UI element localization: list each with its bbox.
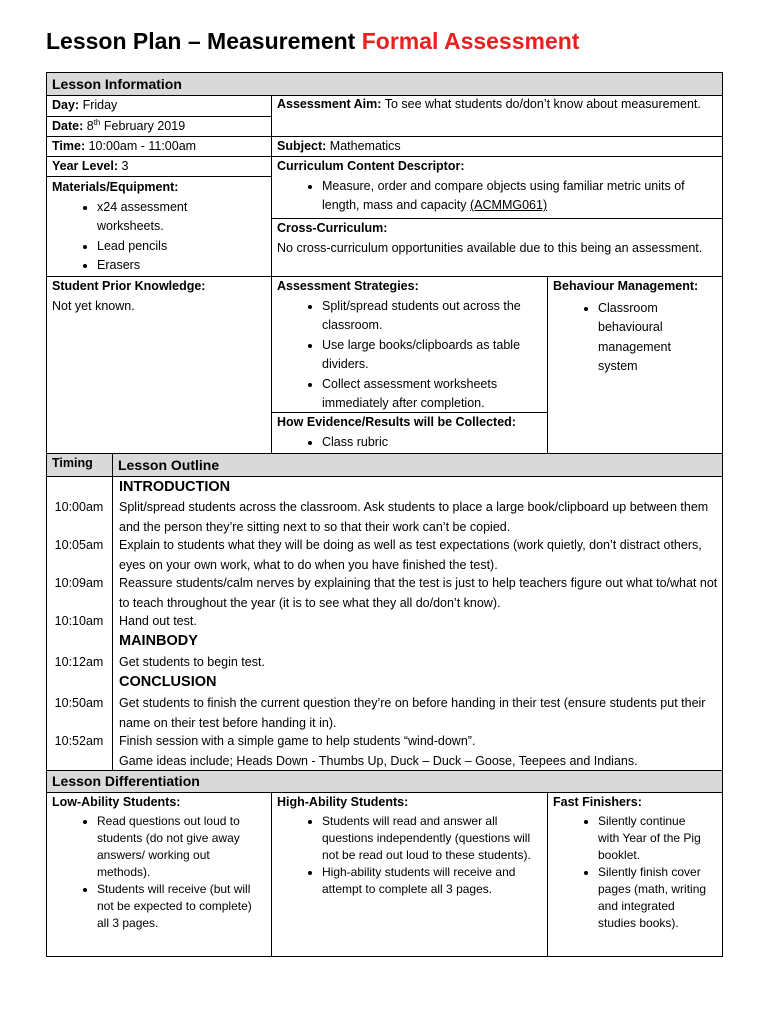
outline-row: Split/spread students across the classroom. Ask students to place a large book/clipboard up between them and the person they’re sitting next to so that their work can’t be copied. [119, 500, 709, 534]
high-ability-list: • Students will read and answer all questions independently (questions will not be read out loud to these students). • High-ability students will receive and attempt to complete all 3 pages. [277, 813, 542, 898]
assessment-strategies-cell: Assessment Strategies: • Split/spread students out across the classroom. • Use large books/clipboards as table dividers. • Collect assessment worksheets immediately after completion. [272, 277, 547, 412]
fast-finishers-list: • Silently continue with Year of the Pig booklet. • Silently finish cover pages (math, writing and integrated studies books). [553, 813, 708, 932]
curriculum-list: • Measure, order and compare objects using familiar metric units of length, mass and capacity (ACMMG061) [277, 177, 717, 216]
outline-row: Get students to finish the current question they’re on before handing in their test (ensure students put their name on their test before handing it in). [119, 696, 706, 730]
low-ability-cell: Low-Ability Students: • Read questions out loud to students (do not give away answers/ working out methods). • Students will receive (but will not be expected to complete) all 3 pages. [47, 793, 271, 956]
time-cell: Time: 10:00am - 11:00am [52, 139, 197, 153]
curriculum-cell: Curriculum Content Descriptor: • Measure, order and compare objects using familiar metric units of length, mass and capacity (ACMMG061) [272, 157, 722, 218]
outline-row: Explain to students what they will be doing as well as test expectations (work quietly, don’t distract others, eyes on your own work, what to do when you have finished the test). [119, 538, 702, 572]
year-level-cell: Year Level: 3 [52, 159, 129, 173]
materials-cell: Materials/Equipment: • x24 assessment worksheets. • Lead pencils • Erasers [47, 178, 271, 276]
mainbody-heading: MAINBODY [119, 633, 198, 649]
outline-time: 10:50am [54, 696, 104, 710]
prior-knowledge-cell: Student Prior Knowledge: Not yet known. [52, 279, 206, 313]
page-title: Lesson Plan – Measurement Formal Assessment [46, 28, 580, 54]
high-ability-cell: High-Ability Students: • Students will read and answer all questions independently (questions will not be read out loud to these students). • High-ability students will receive and attempt to complete all 3 pages. [272, 793, 547, 956]
cross-curriculum-cell: Cross-Curriculum: No cross-curriculum opportunities available due to this being an assessment. [277, 221, 703, 255]
outline-row: Reassure students/calm nerves by explaining that the test is just to help teachers figure out what to/what not to teach throughout the year (it is to see what they all do/don’t know). [119, 576, 718, 610]
outline-row: Finish session with a simple game to help students “wind-down”. Game ideas include; Heads Down - Thumbs Up, Duck – Duck – Goose, Teepees and Indians. [119, 734, 638, 768]
low-ability-list: • Read questions out loud to students (do not give away answers/ working out methods). • Students will receive (but will not be expected to complete) all 3 pages. [52, 813, 266, 932]
introduction-heading: INTRODUCTION [119, 479, 231, 495]
materials-list: • x24 assessment worksheets. • Lead pencils • Erasers [52, 198, 247, 276]
outline-time: 10:05am [54, 538, 104, 552]
subject-cell: Subject: Mathematics [277, 139, 401, 153]
evidence-list: • Class rubric [277, 433, 542, 453]
timing-heading: Timing [52, 456, 93, 470]
outline-time: 10:52am [54, 734, 104, 748]
outline-time: 10:00am [54, 500, 104, 514]
assessment-aim-cell: Assessment Aim: To see what students do/don’t know about measurement. [277, 97, 701, 111]
behaviour-list: • Classroom behavioural management system [553, 299, 688, 377]
lesson-info-heading: Lesson Information [52, 76, 182, 92]
outline-row: Hand out test. [119, 614, 197, 628]
conclusion-heading: CONCLUSION [119, 674, 217, 690]
date-cell: Date: 8th February 2019 [52, 117, 186, 133]
fast-finishers-cell: Fast Finishers: • Silently continue with Year of the Pig booklet. • Silently finish cover pages (math, writing and integrated studies books). [548, 793, 722, 956]
outline-row: Get students to begin test. [119, 655, 265, 669]
strategies-list: • Split/spread students out across the classroom. • Use large books/clipboards as table dividers. • Collect assessment worksheets immediately after completion. [277, 297, 542, 413]
behaviour-management-cell: Behaviour Management: • Classroom behavioural management system [548, 277, 722, 453]
outline-time: 10:10am [54, 614, 104, 628]
evidence-cell: How Evidence/Results will be Collected: • Class rubric [272, 413, 547, 453]
outline-time: 10:12am [54, 655, 104, 669]
differentiation-heading: Lesson Differentiation [52, 773, 200, 789]
day-cell: Day: Friday [52, 98, 118, 112]
lesson-outline-heading: Lesson Outline [118, 457, 220, 473]
outline-time: 10:09am [54, 576, 104, 590]
